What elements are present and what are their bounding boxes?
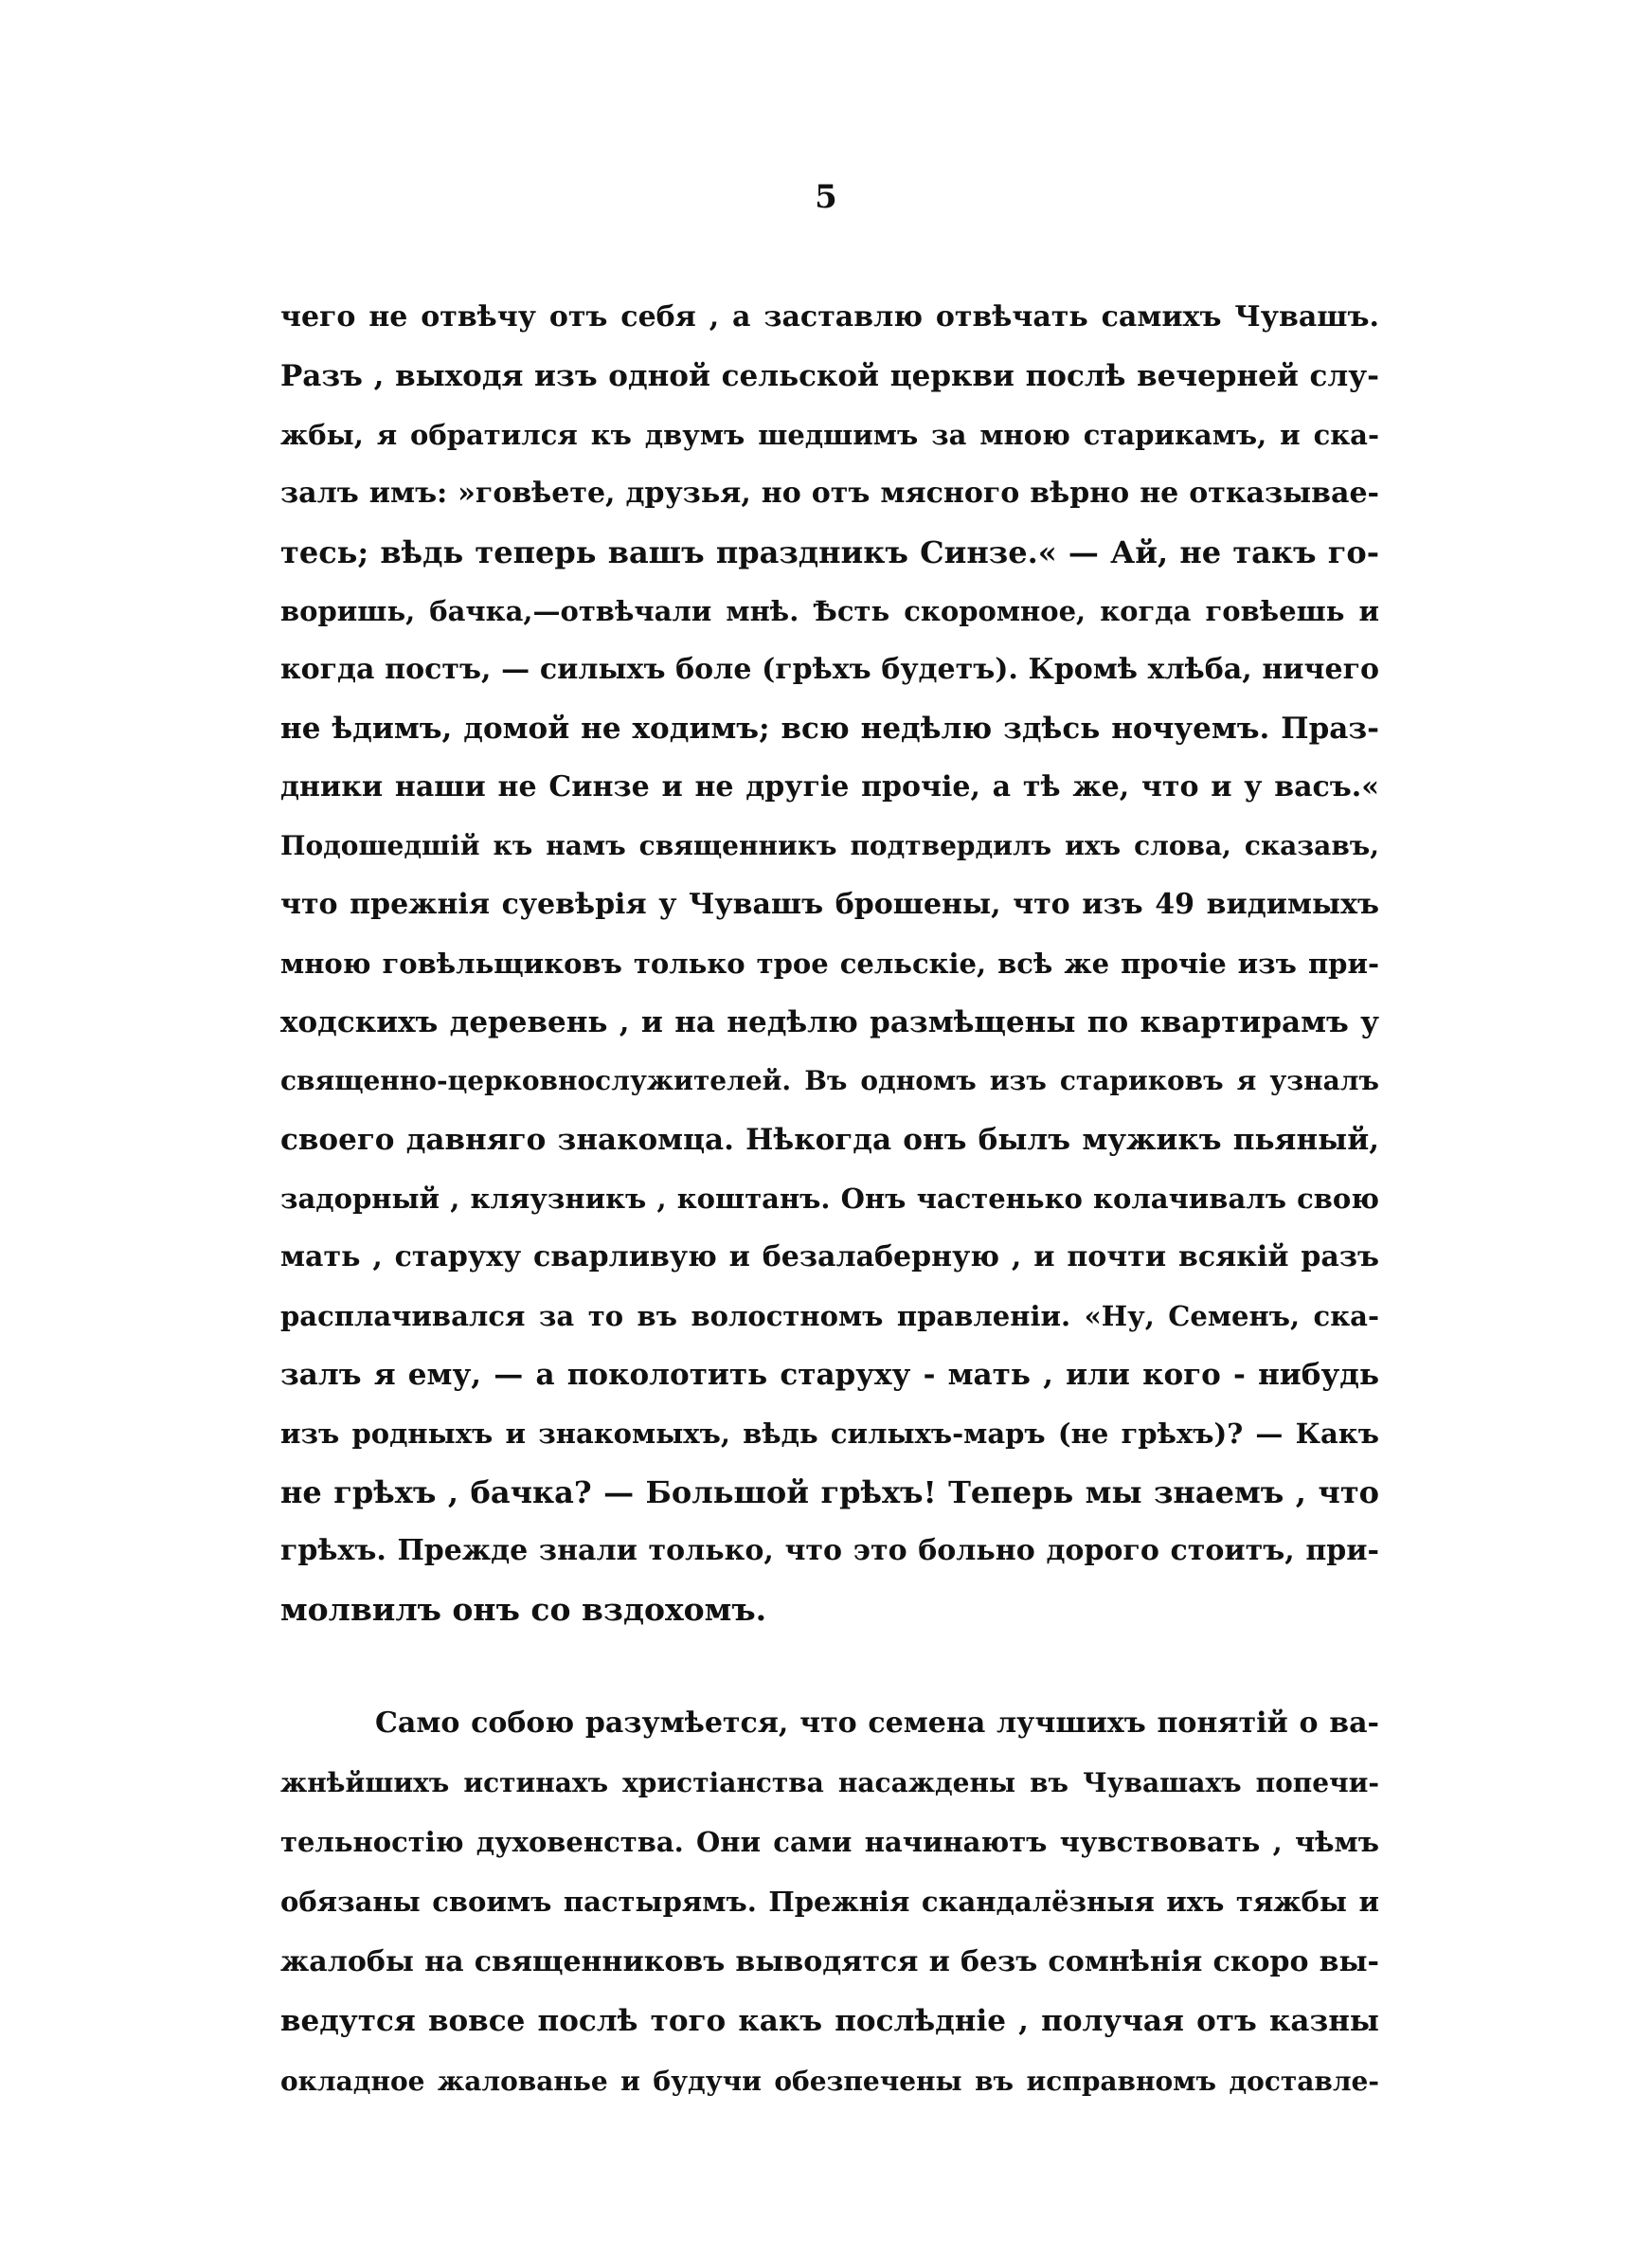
text-line: расплачивался за то въ волостномъ правленіи. «Ну, Семенъ, ска- [280, 1300, 1379, 1332]
text-line: священно-церковнослужителей. Въ одномъ изъ стариковъ я узналъ [280, 1065, 1379, 1096]
text-line: Подошедшій къ намъ священникъ подтвердилъ ихъ слова, сказавъ, [280, 830, 1379, 861]
text-line: жнѣйшихъ истинахъ христіанства насаждены въ Чувашахъ попечи- [280, 1767, 1379, 1798]
text-line: тесь; вѣдь теперь вашъ праздникъ Синзе.« — Ай, не такъ го- [280, 534, 1379, 570]
text-line: не ѣдимъ, домой не ходимъ; всю недѣлю здѣсь ночуемъ. Праз- [280, 712, 1379, 746]
paragraph-1 [280, 288, 1379, 1639]
text-line: залъ имъ: »говѣете, друзья, но отъ мясного вѣрно не отказывае- [280, 477, 1379, 510]
text-line: жалобы на священниковъ выводятся и безъ сомнѣнія скоро вы- [280, 1945, 1379, 1978]
text-line: чего не отвѣчу отъ себя , а заставлю отвѣчать самихъ Чувашъ. [280, 300, 1379, 334]
paragraph-2 [280, 1693, 1379, 2111]
text-line: ведутся вовсе послѣ того какъ послѣдніе , получая отъ казны [280, 2004, 1379, 2038]
text-line: изъ родныхъ и знакомыхъ, вѣдь силыхъ-маръ (не грѣхъ)? — Какъ [280, 1417, 1379, 1450]
text-line: ходскихъ деревень , и на недѣлю размѣщены по квартирамъ у [280, 1005, 1379, 1039]
text-line: окладное жалованье и будучи обезпечены въ исправномъ доставле- [280, 2066, 1379, 2097]
text-line: молвилъ онъ со вздохомъ. [280, 1591, 767, 1628]
text-line: задорный , кляузникъ , коштанъ. Онъ частенько колачивалъ свою [280, 1183, 1379, 1215]
text-line: своего давняго знакомца. Нѣкогда онъ былъ мужикъ пьяный, [280, 1123, 1379, 1157]
text-line: что прежнія суевѣрія у Чувашъ брошены, что изъ 49 видимыхъ [280, 888, 1379, 921]
text-line: когда постъ, — силыхъ боле (грѣхъ будетъ). Кромѣ хлѣба, ничего [280, 653, 1379, 686]
text-line: не грѣхъ , бачка? — Большой грѣхъ! Теперь мы знаемъ , что [280, 1474, 1379, 1510]
text-line: Само собою разумѣется, что семена лучшихъ понятій о ва- [375, 1706, 1379, 1740]
text-line: дники наши не Синзе и не другіе прочіе, а тѣ же, что и у васъ.« [280, 770, 1379, 803]
text-line: залъ я ему, — а поколотить старуху - мать , или кого - нибудь [280, 1358, 1379, 1392]
text-line: обязаны своимъ пастырямъ. Прежнія скандалёзныя ихъ тяжбы и [280, 1886, 1379, 1918]
text-line: мать , старуху сварливую и безалаберную , и почти всякій разъ [280, 1240, 1379, 1273]
text-line: воришь, бачка,—отвѣчали мнѣ. Ѣсть скоромное, когда говѣешь и [280, 595, 1379, 627]
page-number: 5 [815, 178, 837, 216]
text-line: Разъ , выходя изъ одной сельской церкви послѣ вечерней слу- [280, 359, 1379, 393]
text-line: мною говѣльщиковъ только трое сельскіе, всѣ же прочіе изъ при- [280, 948, 1379, 980]
text-line: тельностію духовенства. Они сами начинаютъ чувствовать , чѣмъ [280, 1826, 1379, 1858]
text-line: грѣхъ. Прежде знали только, что это больно дорого стоитъ, при- [280, 1534, 1379, 1567]
text-line: жбы, я обратился къ двумъ шедшимъ за мною старикамъ, и ска- [280, 419, 1379, 451]
